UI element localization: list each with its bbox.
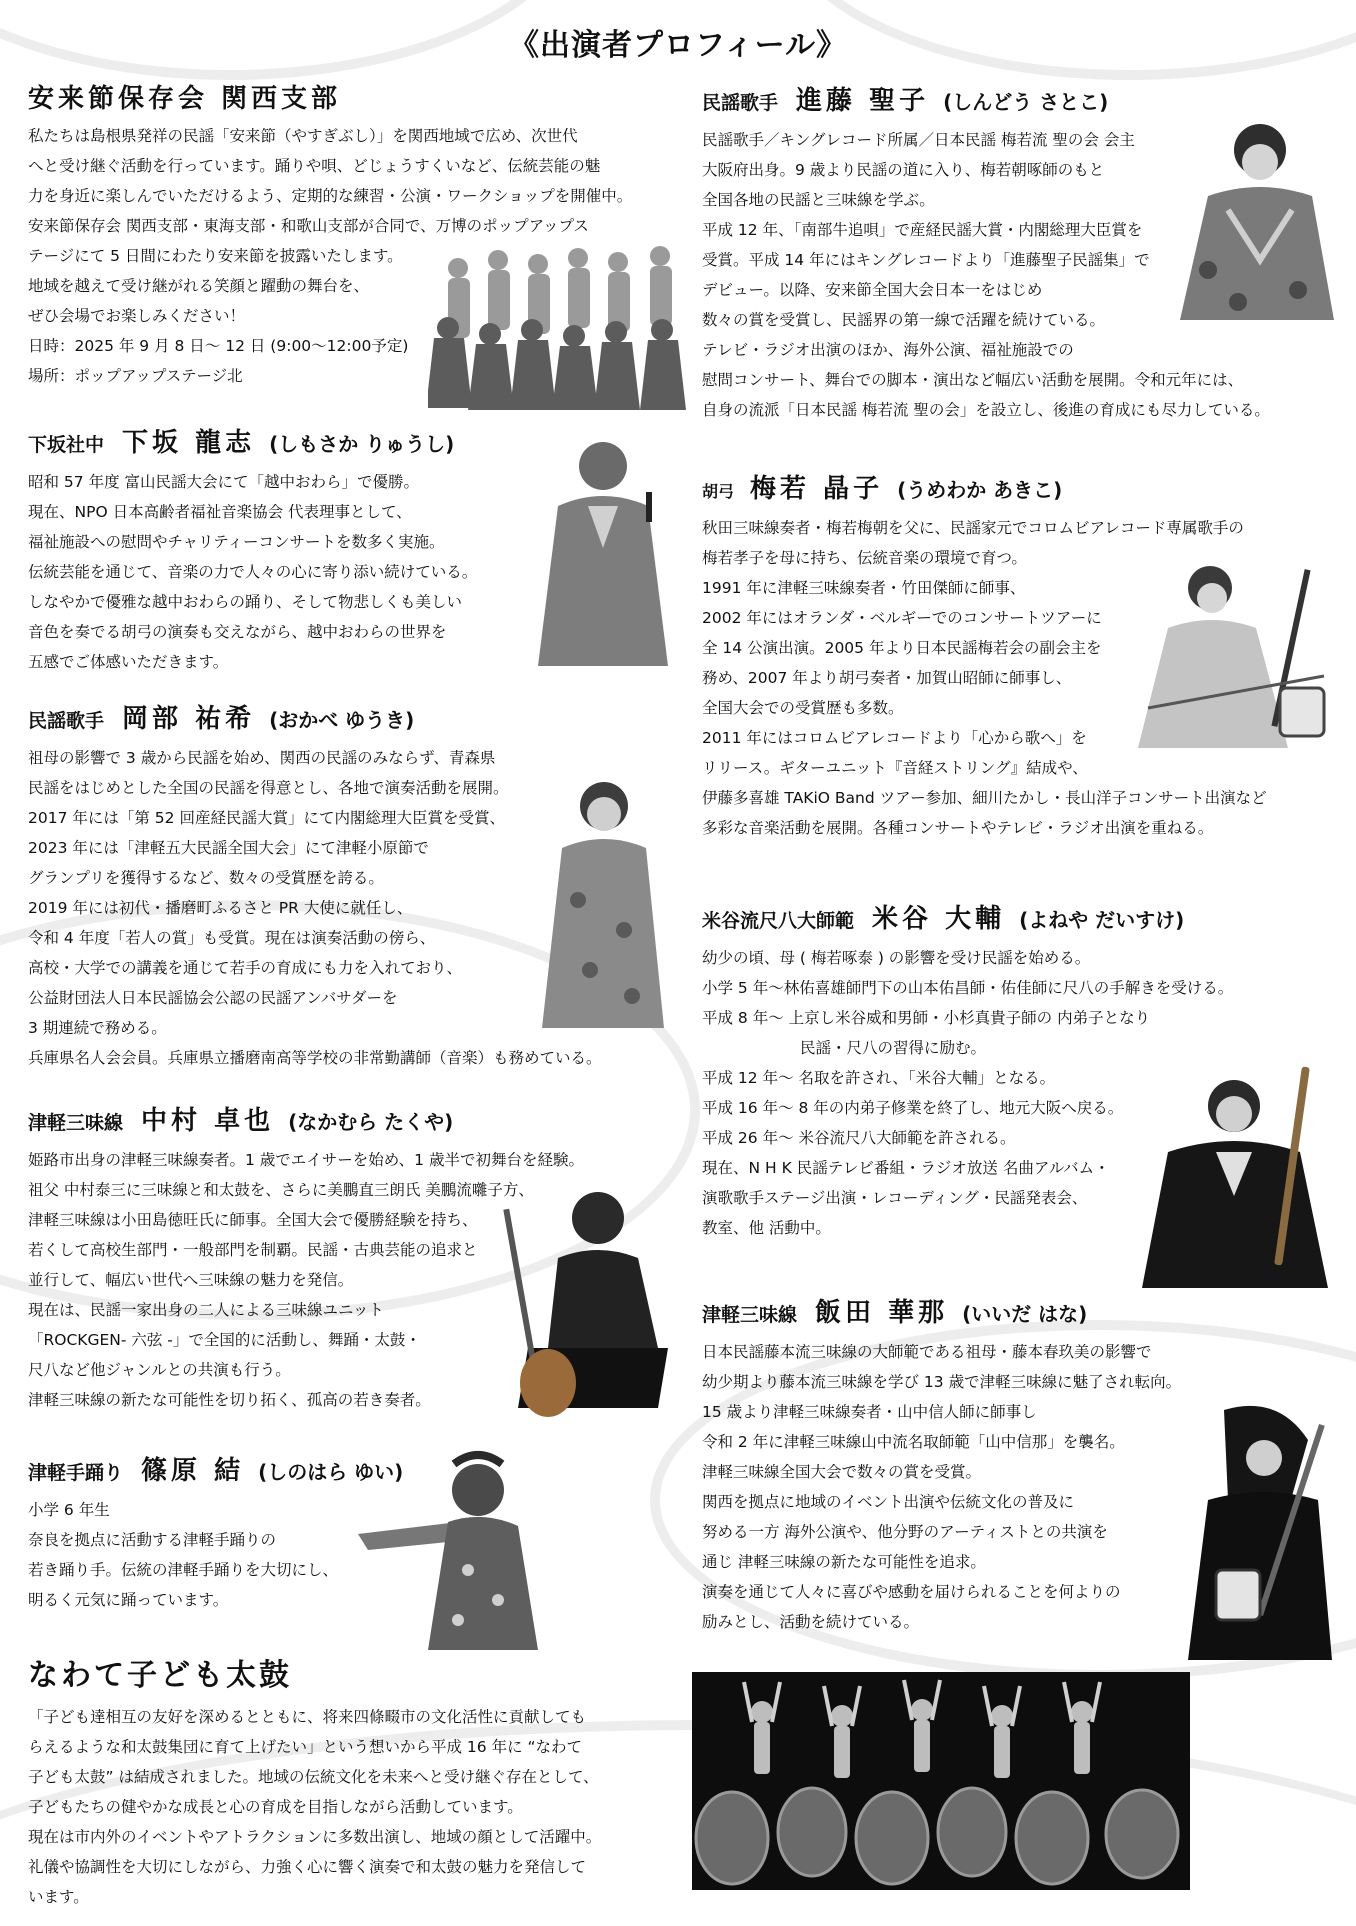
text-line: 津軽三味線の新たな可能性を切り拓く、孤高の若き奏者。 <box>28 1391 431 1409</box>
group-name: なわて子ども太鼓 <box>28 1658 292 1693</box>
page-title: 《出演者プロフィール》 <box>509 28 847 63</box>
text-line: 現在は、民謡一家出身の二人による三味線ユニット <box>28 1301 384 1319</box>
performer-role: 胡弓 <box>702 482 735 501</box>
text-line: 明るく元気に踊っています。 <box>28 1591 229 1609</box>
text-line: 多彩な音楽活動を展開。各種コンサートやテレビ・ラジオ出演を重ねる。 <box>702 819 1214 837</box>
name-reading: (おかべ ゆうき) <box>269 708 415 732</box>
text-line: 私たちは島根県発祥の民謡「安来節（やすぎぶし）」を関西地域で広め、次世代 <box>28 127 578 145</box>
text-line: 幼少の頃、母 ( 梅若啄泰 ) の影響を受け民謡を始める。 <box>702 949 1091 967</box>
text-line: 日本民謡藤本流三味線の大師範である祖母・藤本春玖美の影響で <box>702 1343 1152 1361</box>
text-line: 自身の流派「日本民謡 梅若流 聖の会」を設立し、後進の育成にも尽力している。 <box>702 401 1270 419</box>
profile-header <box>28 698 678 735</box>
text-line: 幼少期より藤本流三味線を学び 13 歳で津軽三味線に魅了され転向。 <box>702 1373 1182 1391</box>
text-line: 秋田三味線奏者・梅若梅朝を父に、民謡家元でコロムビアレコード専属歌手の <box>702 519 1244 537</box>
performer-name: 米谷 大輔 <box>872 904 1006 934</box>
text-line: 五感でご体感いただきます。 <box>28 653 229 671</box>
text-line: デビュー。以降、安来節全国大会日本一をはじめ <box>702 281 1043 299</box>
text-line: 姫路市出身の津軽三味線奏者。1 歳でエイサーを始め、1 歳半で初舞台を経験。 <box>28 1151 584 1169</box>
performer-role: 下坂社中 <box>28 434 105 456</box>
text-line: 小学 6 年生 <box>28 1501 110 1519</box>
name-reading: (いいだ はな) <box>962 1302 1088 1326</box>
text-line: 教室、他 活動中。 <box>702 1219 831 1237</box>
text-line: 平成 16 年～ 8 年の内弟子修業を終了し、地元大阪へ戻る。 <box>702 1099 1124 1117</box>
name-reading: (しんどう さとこ) <box>943 90 1109 114</box>
text-line: 福祉施設への慰問やチャリティーコンサートを数多く実施。 <box>28 533 445 551</box>
text-line: 礼儀や協調性を大切にしながら、力強く心に響く演奏で和太鼓の魅力を発信して <box>28 1858 587 1876</box>
text-line: 令和 2 年に津軽三味線山中流名取師範「山中信那」を襲名。 <box>702 1433 1125 1451</box>
text-line: 令和 4 年度「若人の賞」も受賞。現在は演奏活動の傍ら、 <box>28 929 436 947</box>
text-line: 平成 26 年～ 米谷流尺八大師範を許される。 <box>702 1129 1016 1147</box>
text-line: 「子ども達相互の友好を深めるとともに、将来四條畷市の文化活性に貢献しても <box>28 1708 587 1726</box>
text-line: 演歌歌手ステージ出演・レコーディング・民謡発表会、 <box>702 1189 1088 1207</box>
text-line: 公益財団法人日本民謡協会公認の民謡アンバサダーを <box>28 989 398 1007</box>
text-line: 伊藤多喜雄 TAKiO Band ツアー参加、細川たかし・長山洋子コンサート出演など <box>702 789 1267 807</box>
name-reading: (しのはら ゆい) <box>258 1460 404 1484</box>
performer-role: 津軽三味線 <box>28 1112 124 1134</box>
text-line: 兵庫県名人会会員。兵庫県立播磨南高等学校の非常勤講師（音楽）も務めている。 <box>28 1049 602 1067</box>
text-line: らえるような和太鼓集団に育て上げたい」という想いから平成 16 年に “なわて <box>28 1738 583 1756</box>
performer-role: 民謡歌手 <box>702 92 779 114</box>
text-line: 努める一方 海外公演や、他分野のアーティストとの共演を <box>702 1523 1108 1541</box>
profile-header <box>28 78 678 115</box>
text-line: 全 14 公演出演。2005 年より日本民謡梅若会の副会主を <box>702 639 1102 657</box>
text-line: 現在、N H K 民謡テレビ番組・ラジオ放送 名曲アルバム・ <box>702 1159 1110 1177</box>
text-line: 務め、2007 年より胡弓奏者・加賀山昭師に師事し、 <box>702 669 1072 687</box>
portrait-photo <box>1138 1066 1338 1288</box>
text-line: テレビ・ラジオ出演のほか、海外公演、福祉施設での <box>702 341 1074 359</box>
text-line: 1991 年に津軽三味線奏者・竹田傑師に師事、 <box>702 579 1026 597</box>
group-photo <box>428 238 698 416</box>
text-line: 平成 12 年、「南部牛追唄」で産経民謡大賞・内閣総理大臣賞を <box>702 221 1143 239</box>
performer-name: 岡部 祐希 <box>122 704 256 734</box>
profile-header <box>702 898 1342 935</box>
text-line: 2002 年にはオランダ・ベルギーでのコンサートツアーに <box>702 609 1102 627</box>
text-line: 通じ 津軽三味線の新たな可能性を追求。 <box>702 1553 986 1571</box>
text-line: 津軽三味線は小田島徳旺氏に師事。全国大会で優勝経験を持ち、 <box>28 1211 478 1229</box>
text-line: 慰問コンサート、舞台での脚本・演出など幅広い活動を展開。令和元年には、 <box>702 371 1244 389</box>
portrait-photo <box>1168 1400 1338 1660</box>
text-line: 昭和 57 年度 富山民謡大会にて「越中おわら」で優勝。 <box>28 473 420 491</box>
performer-name: 進藤 聖子 <box>796 86 930 116</box>
text-line: 子どもたちの健やかな成長と心の育成を目指しながら活動しています。 <box>28 1798 523 1816</box>
text-line: 2023 年には「津軽五大民謡全国大会」にて津軽小原節で <box>28 839 429 857</box>
text-line: 2011 年にはコロムビアレコードより「心から歌へ」を <box>702 729 1087 747</box>
text-line: テージにて 5 日間にわたり安来節を披露いたします。 <box>28 247 403 265</box>
profile-header <box>28 1650 698 1694</box>
text-line: 関西を拠点に地域のイベント出演や伝統文化の普及に <box>702 1493 1075 1511</box>
profile-header <box>702 1292 1342 1329</box>
name-reading: (しもさか りゅうし) <box>269 432 455 456</box>
text-line: います。 <box>28 1888 89 1906</box>
text-line: しなやかで優雅な越中おわらの踊り、そして物悲しくも美しい <box>28 593 463 611</box>
text-line: 平成 8 年～ 上京し米谷威和男師・小杉真貴子師の 内弟子となり <box>702 1009 1151 1027</box>
profile-header <box>28 1100 678 1137</box>
text-line: 梅若孝子を母に持ち、伝統音楽の環境で育つ。 <box>702 549 1027 567</box>
text-line: 力を身近に楽しんでいただけるよう、定期的な練習・公演・ワークショップを開催中。 <box>28 187 633 205</box>
text-line: 伝統芸能を通じて、音楽の力で人々の心に寄り添い続けている。 <box>28 563 478 581</box>
portrait-photo <box>1128 548 1338 758</box>
text-line: 3 期連続で務める。 <box>28 1019 167 1037</box>
text-line: 大阪府出身。9 歳より民謡の道に入り、梅若朝啄師のもと <box>702 161 1105 179</box>
text-line: 安来節保存会 関西支部・東海支部・和歌山支部が合同で、万博のポップアップス <box>28 217 589 235</box>
text-line: 日時：2025 年 9 月 8 日～ 12 日 (9:00～12:00予定) <box>28 337 409 355</box>
text-line: リリース。ギターユニット『音経ストリング』結成や、 <box>702 759 1088 777</box>
text-line: 全国大会での受賞歴も多数。 <box>702 699 904 717</box>
text-line: 数々の賞を受賞し、民謡界の第一線で活躍を続けている。 <box>702 311 1106 329</box>
text-line: 民謡歌手／キングレコード所属／日本民謡 梅若流 聖の会 会主 <box>702 131 1135 149</box>
text-line: 現在、NPO 日本高齢者福祉音楽協会 代表理事として、 <box>28 503 412 521</box>
text-line: へと受け継ぐ活動を行っています。踊りや唄、どじょうすくいなど、伝統芸能の魅 <box>28 157 601 175</box>
portrait-photo <box>528 428 678 666</box>
text-line: 平成 12 年～ 名取を許され、「米谷大輔」となる。 <box>702 1069 1056 1087</box>
text-line: 小学 5 年～林佑喜雄師門下の山本佑昌師・佑佳師に尺八の手解きを受ける。 <box>702 979 1234 997</box>
text-line: 尺八など他ジャンルとの共演も行う。 <box>28 1361 291 1379</box>
performer-role: 民謡歌手 <box>28 710 105 732</box>
profile-header <box>28 1450 678 1487</box>
profile-text <box>28 1495 678 1615</box>
portrait-photo <box>488 1178 678 1428</box>
profile-header <box>702 468 1342 505</box>
group-name: 安来節保存会 関西支部 <box>28 84 342 114</box>
text-line: 高校・大学での講義を通じて若手の育成にも力を入れており、 <box>28 959 463 977</box>
text-line: 地域を越えて受け継がれる笑顔と躍動の舞台を、 <box>28 277 370 295</box>
name-reading: (うめわか あきこ) <box>897 478 1063 502</box>
text-line: 受賞。平成 14 年にはキングレコードより「進藤聖子民謡集」で <box>702 251 1150 269</box>
portrait-photo <box>1168 120 1338 320</box>
text-line: 津軽三味線全国大会で数々の賞を受賞。 <box>702 1463 982 1481</box>
text-line: ぜひ会場でお楽しみください！ <box>28 307 246 325</box>
text-line: 音色を奏でる胡弓の演奏も交えながら、越中おわらの世界を <box>28 623 447 641</box>
text-line: 全国各地の民謡と三味線を学ぶ。 <box>702 191 935 209</box>
performer-role: 米谷流尺八大師範 <box>702 910 855 932</box>
performer-role: 津軽手踊り <box>28 1462 124 1484</box>
text-line: 現在は市内外のイベントやアトラクションに多数出演し、地域の顔として活躍中。 <box>28 1828 602 1846</box>
performer-name: 飯田 華那 <box>815 1298 949 1328</box>
text-line: 2017 年には「第 52 回産経民謡大賞」にて内閣総理大臣賞を受賞、 <box>28 809 505 827</box>
name-reading: (よねや だいすけ) <box>1019 908 1185 932</box>
text-line: 2019 年には初代・播磨町ふるさと PR 大使に就任し、 <box>28 899 413 917</box>
performer-role: 津軽三味線 <box>702 1304 798 1326</box>
text-line: 祖父 中村泰三に三味線と和太鼓を、さらに美鵬直三朗氏 美鵬流囃子方、 <box>28 1181 534 1199</box>
text-line: 15 歳より津軽三味線奏者・山中信人師に師事し <box>702 1403 1037 1421</box>
text-line: 若き踊り手。伝統の津軽手踊りを大切にし、 <box>28 1561 339 1579</box>
text-line: 演奏を通じて人々に喜びや感動を届けられることを何よりの <box>702 1583 1121 1601</box>
text-line: 祖母の影響で 3 歳から民謡を始め、関西の民謡のみならず、青森県 <box>28 749 496 767</box>
text-line: 「ROCKGEN- 六弦 -」で全国的に活動し、舞踊・太鼓・ <box>28 1331 421 1349</box>
text-line: 励みとし、活動を続けている。 <box>702 1613 920 1631</box>
profile-nawate <box>28 1650 698 1912</box>
performer-name: 中村 卓也 <box>141 1106 275 1136</box>
text-line: グランプリを獲得するなど、数々の受賞歴を誇る。 <box>28 869 384 887</box>
text-line: 場所：ポップアップステージ北 <box>28 367 243 385</box>
text-line: 若くして高校生部門・一般部門を制覇。民謡・古典芸能の追求と <box>28 1241 478 1259</box>
portrait-photo <box>528 760 676 1028</box>
taiko-group-photo <box>692 1672 1190 1890</box>
performer-name: 下坂 龍志 <box>122 428 256 458</box>
performer-name: 梅若 晶子 <box>750 474 884 504</box>
profile-header <box>702 80 1342 117</box>
text-line: 奈良を拠点に活動する津軽手踊りの <box>28 1531 277 1549</box>
text-line: 民謡・尺八の習得に励む。 <box>800 1039 987 1057</box>
text-line: 子ども太鼓” は結成されました。地域の伝統文化を未来へと受け継ぐ存在として、 <box>28 1768 599 1786</box>
profile-shinohara <box>28 1450 678 1615</box>
portrait-photo <box>358 1450 548 1658</box>
text-line: 並行して、幅広い世代へ三味線の魅力を発信。 <box>28 1271 354 1289</box>
text-line: 民謡をはじめとした全国の民謡を得意とし、各地で演奏活動を展開。 <box>28 779 509 797</box>
name-reading: (なかむら たくや) <box>288 1110 454 1134</box>
performer-name: 篠原 結 <box>141 1456 245 1486</box>
profile-text <box>28 1702 698 1912</box>
